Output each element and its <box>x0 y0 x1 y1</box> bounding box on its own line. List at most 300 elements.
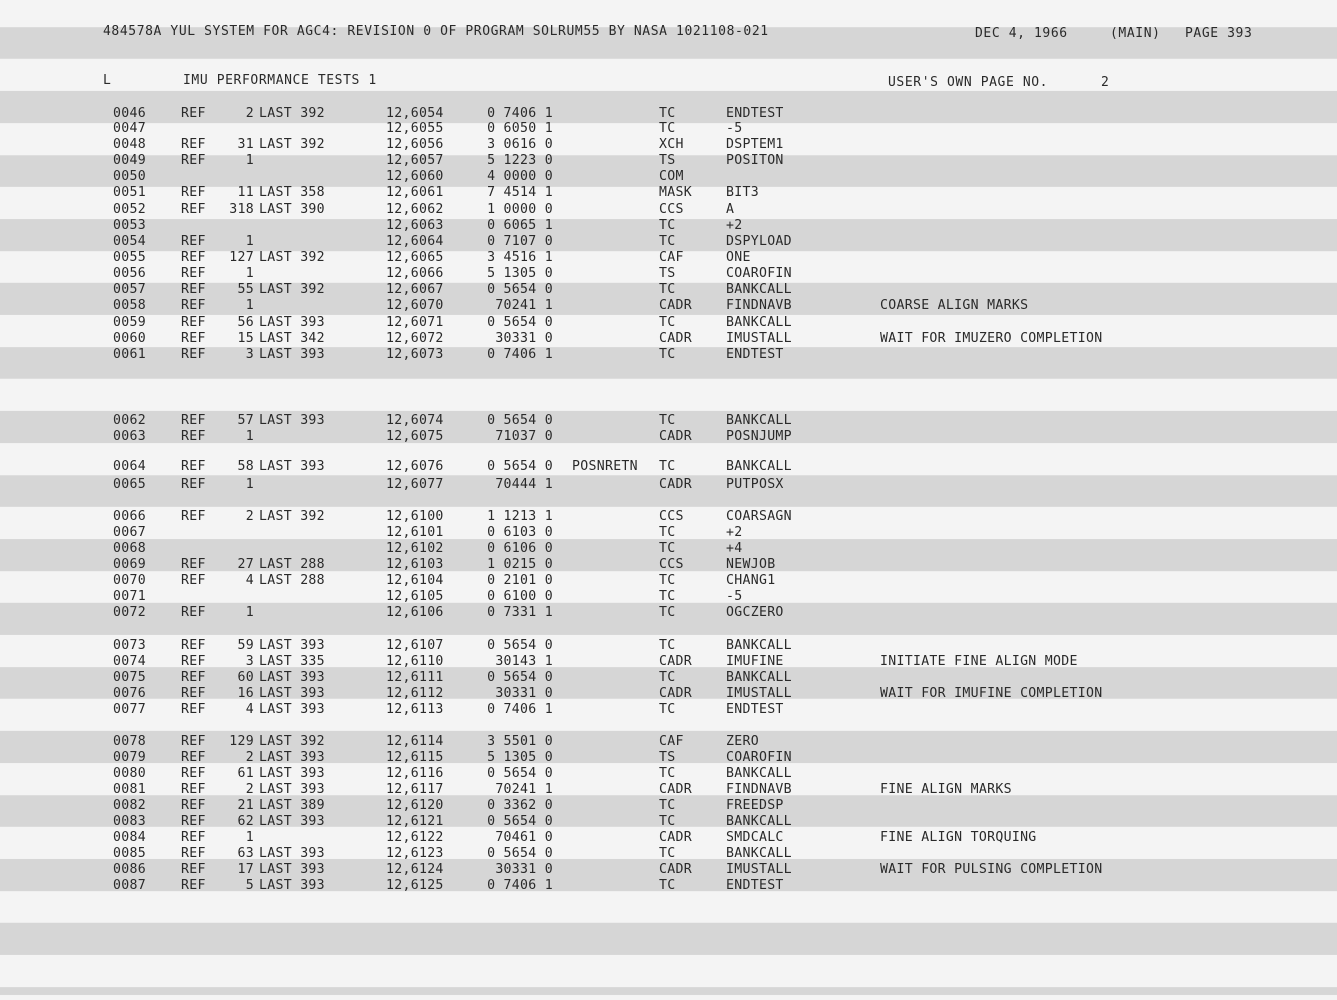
operand: BANKCALL <box>726 670 792 685</box>
last-ref: LAST 392 <box>259 106 325 121</box>
opcode: CCS <box>659 202 684 217</box>
octal-code: 4 0000 0 <box>487 169 553 184</box>
line-number: 0074 <box>113 654 146 669</box>
opcode: CADR <box>659 782 692 797</box>
line-number: 0058 <box>113 298 146 313</box>
address: 12,6114 <box>386 734 444 749</box>
octal-code: 3 5501 0 <box>487 734 553 749</box>
ref-marker: REF <box>181 686 206 701</box>
opcode: TC <box>659 459 676 474</box>
address: 12,6123 <box>386 846 444 861</box>
address: 12,6105 <box>386 589 444 604</box>
ref-marker: REF <box>181 509 206 524</box>
line-number: 0063 <box>113 429 146 444</box>
address: 12,6073 <box>386 347 444 362</box>
ref-marker: REF <box>181 654 206 669</box>
ref-count: 11 <box>237 185 254 200</box>
line-number: 0072 <box>113 605 146 620</box>
opcode: TC <box>659 638 676 653</box>
ref-marker: REF <box>181 234 206 249</box>
ref-count: 2 <box>245 106 254 121</box>
operand: COAROFIN <box>726 750 792 765</box>
octal-code: 0 5654 0 <box>487 315 553 330</box>
listing-row <box>0 347 1337 363</box>
listing-row <box>0 846 1337 862</box>
opcode: CADR <box>659 298 692 313</box>
line-number: 0060 <box>113 331 146 346</box>
address: 12,6075 <box>386 429 444 444</box>
line-number: 0083 <box>113 814 146 829</box>
ref-count: 58 <box>237 459 254 474</box>
octal-code: 1 1213 1 <box>487 509 553 524</box>
address: 12,6060 <box>386 169 444 184</box>
operand: IMUSTALL <box>726 862 792 877</box>
address: 12,6077 <box>386 477 444 492</box>
ref-marker: REF <box>181 477 206 492</box>
octal-code: 0 7331 1 <box>487 605 553 620</box>
last-ref: LAST 389 <box>259 798 325 813</box>
opcode: TC <box>659 766 676 781</box>
ref-marker: REF <box>181 798 206 813</box>
ref-count: 1 <box>245 477 254 492</box>
last-ref: LAST 392 <box>259 734 325 749</box>
address: 12,6122 <box>386 830 444 845</box>
line-number: 0076 <box>113 686 146 701</box>
operand: FINDNAVB <box>726 782 792 797</box>
operand: NEWJOB <box>726 557 776 572</box>
opcode: TC <box>659 347 676 362</box>
operand: BANKCALL <box>726 766 792 781</box>
opcode: TC <box>659 525 676 540</box>
opcode: CADR <box>659 331 692 346</box>
octal-code: 0 6050 1 <box>487 121 553 136</box>
address: 12,6117 <box>386 782 444 797</box>
octal-code: 0 5654 0 <box>487 846 553 861</box>
last-ref: LAST 393 <box>259 878 325 893</box>
last-ref: LAST 393 <box>259 782 325 797</box>
address: 12,6107 <box>386 638 444 653</box>
ref-count: 1 <box>245 266 254 281</box>
octal-code: 0 5654 0 <box>487 670 553 685</box>
address: 12,6067 <box>386 282 444 297</box>
ref-marker: REF <box>181 266 206 281</box>
octal-code: 70241 1 <box>495 298 553 313</box>
header-page: PAGE 393 <box>1185 26 1253 41</box>
octal-code: 5 1223 0 <box>487 153 553 168</box>
last-ref: LAST 392 <box>259 282 325 297</box>
address: 12,6121 <box>386 814 444 829</box>
line-number: 0049 <box>113 153 146 168</box>
ref-count: 15 <box>237 331 254 346</box>
address: 12,6076 <box>386 459 444 474</box>
last-ref: LAST 392 <box>259 509 325 524</box>
ref-count: 16 <box>237 686 254 701</box>
listing-row <box>0 830 1337 846</box>
header-program-title: 484578A YUL SYSTEM FOR AGC4: REVISION 0 OF PROGRAM SOLRUM55 BY NASA 1021108-021 <box>103 24 769 39</box>
opcode: TC <box>659 878 676 893</box>
ref-count: 2 <box>245 509 254 524</box>
listing-row <box>0 638 1337 654</box>
ref-marker: REF <box>181 573 206 588</box>
ref-marker: REF <box>181 185 206 200</box>
listing-row <box>0 750 1337 766</box>
operand: ENDTEST <box>726 878 784 893</box>
listing-row <box>0 557 1337 573</box>
line-number: 0087 <box>113 878 146 893</box>
octal-code: 0 7406 1 <box>487 106 553 121</box>
address: 12,6113 <box>386 702 444 717</box>
line-number: 0085 <box>113 846 146 861</box>
own-page-number: 2 <box>1101 75 1110 90</box>
ref-marker: REF <box>181 782 206 797</box>
ref-count: 3 <box>245 347 254 362</box>
subheader-title: IMU PERFORMANCE TESTS 1 <box>183 73 377 88</box>
last-ref: LAST 288 <box>259 573 325 588</box>
address: 12,6062 <box>386 202 444 217</box>
ref-count: 21 <box>237 798 254 813</box>
operand: ENDTEST <box>726 106 784 121</box>
line-number: 0052 <box>113 202 146 217</box>
listing-row <box>0 878 1337 894</box>
line-number: 0061 <box>113 347 146 362</box>
listing-row <box>0 153 1337 169</box>
ref-count: 62 <box>237 814 254 829</box>
listing-row <box>0 702 1337 718</box>
octal-code: 5 1305 0 <box>487 750 553 765</box>
octal-code: 0 7406 1 <box>487 347 553 362</box>
address: 12,6102 <box>386 541 444 556</box>
octal-code: 70444 1 <box>495 477 553 492</box>
address: 12,6100 <box>386 509 444 524</box>
line-number: 0084 <box>113 830 146 845</box>
listing-row <box>0 798 1337 814</box>
operand: BANKCALL <box>726 814 792 829</box>
ref-count: 1 <box>245 429 254 444</box>
line-number: 0065 <box>113 477 146 492</box>
octal-code: 0 5654 0 <box>487 638 553 653</box>
address: 12,6054 <box>386 106 444 121</box>
operand: BANKCALL <box>726 846 792 861</box>
ref-count: 59 <box>237 638 254 653</box>
octal-code: 0 6100 0 <box>487 589 553 604</box>
listing-row <box>0 814 1337 830</box>
line-number: 0054 <box>113 234 146 249</box>
last-ref: LAST 393 <box>259 750 325 765</box>
operand: ONE <box>726 250 751 265</box>
opcode: TC <box>659 573 676 588</box>
opcode: CADR <box>659 862 692 877</box>
ref-marker: REF <box>181 282 206 297</box>
comment: WAIT FOR PULSING COMPLETION <box>880 862 1103 877</box>
ref-marker: REF <box>181 670 206 685</box>
octal-code: 0 3362 0 <box>487 798 553 813</box>
ref-count: 3 <box>245 654 254 669</box>
ref-count: 57 <box>237 413 254 428</box>
octal-code: 3 4516 1 <box>487 250 553 265</box>
line-number: 0075 <box>113 670 146 685</box>
operand: POSNJUMP <box>726 429 792 444</box>
line-number: 0086 <box>113 862 146 877</box>
line-number: 0048 <box>113 137 146 152</box>
ref-marker: REF <box>181 315 206 330</box>
listing-row <box>0 282 1337 298</box>
operand: POSITON <box>726 153 784 168</box>
listing-row <box>0 459 1337 475</box>
address: 12,6110 <box>386 654 444 669</box>
line-number: 0062 <box>113 413 146 428</box>
opcode: TC <box>659 218 676 233</box>
line-number: 0046 <box>113 106 146 121</box>
listing-row <box>0 106 1337 122</box>
ref-marker: REF <box>181 429 206 444</box>
operand: IMUSTALL <box>726 686 792 701</box>
listing-row <box>0 169 1337 185</box>
ref-count: 1 <box>245 605 254 620</box>
ref-marker: REF <box>181 557 206 572</box>
header-date: DEC 4, 1966 <box>975 26 1068 41</box>
ref-count: 56 <box>237 315 254 330</box>
listing-row <box>0 202 1337 218</box>
ref-marker: REF <box>181 202 206 217</box>
octal-code: 0 5654 0 <box>487 413 553 428</box>
listing-row <box>0 266 1337 282</box>
line-number: 0078 <box>113 734 146 749</box>
listing-row <box>0 331 1337 347</box>
line-number: 0047 <box>113 121 146 136</box>
operand: ENDTEST <box>726 347 784 362</box>
address: 12,6103 <box>386 557 444 572</box>
ref-count: 63 <box>237 846 254 861</box>
octal-code: 30331 0 <box>495 331 553 346</box>
octal-code: 30331 0 <box>495 686 553 701</box>
address: 12,6056 <box>386 137 444 152</box>
octal-code: 0 5654 0 <box>487 282 553 297</box>
ref-marker: REF <box>181 878 206 893</box>
ref-marker: REF <box>181 347 206 362</box>
last-ref: LAST 393 <box>259 413 325 428</box>
line-number: 0053 <box>113 218 146 233</box>
last-ref: LAST 392 <box>259 137 325 152</box>
octal-code: 30143 1 <box>495 654 553 669</box>
opcode: TC <box>659 282 676 297</box>
ref-marker: REF <box>181 605 206 620</box>
last-ref: LAST 393 <box>259 670 325 685</box>
line-number: 0080 <box>113 766 146 781</box>
listing-row <box>0 589 1337 605</box>
last-ref: LAST 358 <box>259 185 325 200</box>
last-ref: LAST 392 <box>259 250 325 265</box>
octal-code: 30331 0 <box>495 862 553 877</box>
address: 12,6112 <box>386 686 444 701</box>
opcode: TS <box>659 750 676 765</box>
comment: FINE ALIGN TORQUING <box>880 830 1037 845</box>
octal-code: 0 5654 0 <box>487 766 553 781</box>
listing-row <box>0 782 1337 798</box>
listing-row <box>0 137 1337 153</box>
ref-count: 5 <box>245 878 254 893</box>
line-number: 0069 <box>113 557 146 572</box>
ref-marker: REF <box>181 298 206 313</box>
operand: DSPYLOAD <box>726 234 792 249</box>
line-number: 0077 <box>113 702 146 717</box>
listing-row <box>0 541 1337 557</box>
operand: A <box>726 202 735 217</box>
last-ref: LAST 393 <box>259 315 325 330</box>
opcode: CADR <box>659 654 692 669</box>
last-ref: LAST 393 <box>259 459 325 474</box>
ref-count: 27 <box>237 557 254 572</box>
opcode: XCH <box>659 137 684 152</box>
last-ref: LAST 393 <box>259 686 325 701</box>
octal-code: 0 5654 0 <box>487 814 553 829</box>
ref-marker: REF <box>181 862 206 877</box>
ref-count: 2 <box>245 782 254 797</box>
operand: +4 <box>726 541 743 556</box>
operand: +2 <box>726 218 743 233</box>
octal-code: 0 6065 1 <box>487 218 553 233</box>
last-ref: LAST 393 <box>259 814 325 829</box>
octal-code: 1 0215 0 <box>487 557 553 572</box>
ref-marker: REF <box>181 750 206 765</box>
line-number: 0066 <box>113 509 146 524</box>
opcode: CAF <box>659 734 684 749</box>
ref-count: 2 <box>245 750 254 765</box>
last-ref: LAST 342 <box>259 331 325 346</box>
ref-count: 1 <box>245 830 254 845</box>
symbol-label: POSNRETN <box>572 459 638 474</box>
last-ref: LAST 335 <box>259 654 325 669</box>
ref-marker: REF <box>181 106 206 121</box>
listing-row <box>0 413 1337 429</box>
listing-row <box>0 218 1337 234</box>
comment: COARSE ALIGN MARKS <box>880 298 1029 313</box>
octal-code: 71037 0 <box>495 429 553 444</box>
listing-row <box>0 654 1337 670</box>
listing-row <box>0 234 1337 250</box>
operand: ENDTEST <box>726 702 784 717</box>
address: 12,6055 <box>386 121 444 136</box>
comment: WAIT FOR IMUZERO COMPLETION <box>880 331 1103 346</box>
line-number: 0056 <box>113 266 146 281</box>
line-number: 0079 <box>113 750 146 765</box>
ref-marker: REF <box>181 638 206 653</box>
address: 12,6071 <box>386 315 444 330</box>
address: 12,6063 <box>386 218 444 233</box>
operand: BIT3 <box>726 185 759 200</box>
ref-count: 55 <box>237 282 254 297</box>
operand: COAROFIN <box>726 266 792 281</box>
operand: BANKCALL <box>726 315 792 330</box>
operand: IMUFINE <box>726 654 784 669</box>
ref-count: 318 <box>229 202 254 217</box>
operand: OGCZERO <box>726 605 784 620</box>
ref-count: 31 <box>237 137 254 152</box>
address: 12,6057 <box>386 153 444 168</box>
line-number: 0050 <box>113 169 146 184</box>
octal-code: 0 2101 0 <box>487 573 553 588</box>
octal-code: 3 0616 0 <box>487 137 553 152</box>
line-number: 0051 <box>113 185 146 200</box>
opcode: CADR <box>659 429 692 444</box>
operand: BANKCALL <box>726 282 792 297</box>
listing-row <box>0 185 1337 201</box>
opcode: TS <box>659 266 676 281</box>
listing-row <box>0 429 1337 445</box>
ref-marker: REF <box>181 153 206 168</box>
opcode: TC <box>659 106 676 121</box>
ref-count: 17 <box>237 862 254 877</box>
address: 12,6116 <box>386 766 444 781</box>
ref-count: 1 <box>245 153 254 168</box>
opcode: COM <box>659 169 684 184</box>
ref-marker: REF <box>181 137 206 152</box>
opcode: CADR <box>659 686 692 701</box>
octal-code: 7 4514 1 <box>487 185 553 200</box>
opcode: TC <box>659 413 676 428</box>
operand: BANKCALL <box>726 638 792 653</box>
line-number: 0057 <box>113 282 146 297</box>
line-number: 0070 <box>113 573 146 588</box>
opcode: TC <box>659 846 676 861</box>
line-number: 0068 <box>113 541 146 556</box>
listing-row <box>0 315 1337 331</box>
listing-row <box>0 766 1337 782</box>
address: 12,6101 <box>386 525 444 540</box>
operand: IMUSTALL <box>726 331 792 346</box>
octal-code: 0 7406 1 <box>487 702 553 717</box>
line-number: 0064 <box>113 459 146 474</box>
opcode: TS <box>659 153 676 168</box>
listing-row <box>0 509 1337 525</box>
address: 12,6106 <box>386 605 444 620</box>
operand: -5 <box>726 589 743 604</box>
opcode: TC <box>659 234 676 249</box>
operand: DSPTEM1 <box>726 137 784 152</box>
operand: FREEDSP <box>726 798 784 813</box>
ref-marker: REF <box>181 814 206 829</box>
last-ref: LAST 393 <box>259 862 325 877</box>
address: 12,6061 <box>386 185 444 200</box>
octal-code: 5 1305 0 <box>487 266 553 281</box>
listing-row <box>0 862 1337 878</box>
opcode: TC <box>659 541 676 556</box>
operand: SMDCALC <box>726 830 784 845</box>
opcode: CADR <box>659 477 692 492</box>
ref-count: 61 <box>237 766 254 781</box>
listing-row <box>0 670 1337 686</box>
operand: PUTPOSX <box>726 477 784 492</box>
listing-row <box>0 298 1337 314</box>
octal-code: 0 6103 0 <box>487 525 553 540</box>
listing-row <box>0 686 1337 702</box>
last-ref: LAST 288 <box>259 557 325 572</box>
opcode: TC <box>659 798 676 813</box>
address: 12,6124 <box>386 862 444 877</box>
octal-code: 70461 0 <box>495 830 553 845</box>
line-number: 0082 <box>113 798 146 813</box>
address: 12,6072 <box>386 331 444 346</box>
comment: WAIT FOR IMUFINE COMPLETION <box>880 686 1103 701</box>
ref-marker: REF <box>181 734 206 749</box>
ref-count: 129 <box>229 734 254 749</box>
ref-count: 4 <box>245 573 254 588</box>
octal-code: 70241 1 <box>495 782 553 797</box>
opcode: TC <box>659 315 676 330</box>
ref-marker: REF <box>181 702 206 717</box>
opcode: CCS <box>659 509 684 524</box>
ref-count: 127 <box>229 250 254 265</box>
octal-code: 0 5654 0 <box>487 459 553 474</box>
